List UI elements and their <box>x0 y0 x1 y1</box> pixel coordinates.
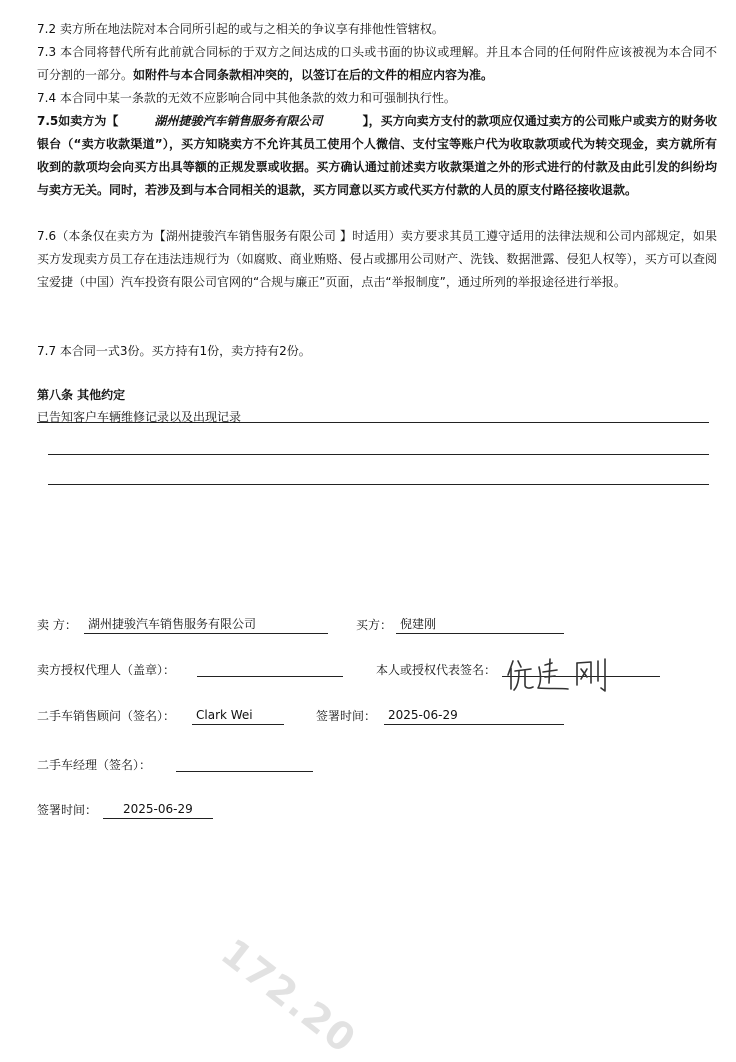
clause-7-4: 7.4 本合同中某一条款的无效不应影响合同中其他条款的效力和可强制执行性。 <box>37 91 456 105</box>
clause-7-3-bold: 如附件与本合同条款相冲突的，以签订在后的文件的相应内容为准。 <box>133 68 494 82</box>
seller-value: 湖州捷骏汽车销售服务有限公司 <box>84 615 328 634</box>
buyer-handwritten-signature <box>505 655 615 695</box>
advisor-label: 二手车销售顾问（签名）： <box>37 709 176 723</box>
buyer-label: 买方： <box>356 618 393 632</box>
clause-7-6: 7.6（本条仅在卖方为【湖州捷骏汽车销售服务有限公司 】时适用）卖方要求其员工遵守适用的法律法规和公司内部规定，如果买方发现卖方员工存在违法违规行为（如腐败、商业贿赂、侵占或挪用公司财产、洗钱、数据泄露、侵犯人权等），买方可以查阅宝爱捷（中国）汽车投资有限公司官网的“合规与廉正”页面，点击“举报制度”，通过所列的举报途径进行举报。 <box>37 229 717 289</box>
sign-time2-label: 签署时间： <box>37 803 98 817</box>
clause-7-5-company: 湖州捷骏汽车销售服务有限公司 <box>154 114 323 128</box>
section-8-title: 第八条 其他约定 <box>37 388 126 402</box>
section-8-note: 已告知客户车辆维修记录以及出现记录 <box>37 410 242 424</box>
clause-7-3-text: 7.3 本合同将替代所有此前就合同标的于双方之间达成的口头或书面的协议或理解。并且本合同的任何附件应该被视为本合同不可分割的一部分。 <box>37 45 717 82</box>
seller-agent-label: 卖方授权代理人（盖章）： <box>37 663 176 677</box>
clause-7-7: 7.7 本合同一式3份。买方持有1份，卖方持有2份。 <box>37 344 311 358</box>
clause-7-3 <box>37 41 717 87</box>
manager-label: 二手车经理（签名）： <box>37 758 152 772</box>
note-line-3 <box>48 484 709 485</box>
note-line-2 <box>48 454 709 455</box>
buyer-value: 倪建刚 <box>396 615 564 634</box>
clause-7-5-prefix: 7.5如卖方为【 <box>37 114 119 128</box>
seller-label: 卖 方： <box>37 618 77 632</box>
sign-time2-value: 2025-06-29 <box>103 800 213 819</box>
clause-7-5 <box>37 110 717 202</box>
advisor-value: Clark Wei <box>192 706 284 725</box>
sign-time-value: 2025-06-29 <box>384 706 564 725</box>
buyer-sign-label: 本人或授权代表签名： <box>376 663 497 677</box>
seller-agent-line <box>197 676 343 677</box>
manager-line <box>176 771 313 772</box>
clause-7-2: 7.2 卖方所在地法院对本合同所引起的或与之相关的争议享有排他性管辖权。 <box>37 22 444 36</box>
clause-7-5-text: 】，买方向卖方支付的款项应仅通过卖方的公司账户或卖方的财务收银台（“卖方收款渠道”），买方知晓卖方不允许其员工使用个人微信、支付宝等账户代为收取款项或代为转交现金，卖方就所有收到的款项均会向买方出具等额的正规发票或收据。买方确认通过前述卖方收款渠道之外的形式进行的付款及由此引发的纠纷均与卖方无关。同时，若涉及到与本合同相关的退款，买方同意以买方或代买方付款的人员的原支付路径接收退款。 <box>37 114 717 197</box>
note-line-1 <box>37 422 709 423</box>
watermark: 172.20 <box>212 930 366 1062</box>
sign-time-label: 签署时间： <box>316 709 377 723</box>
